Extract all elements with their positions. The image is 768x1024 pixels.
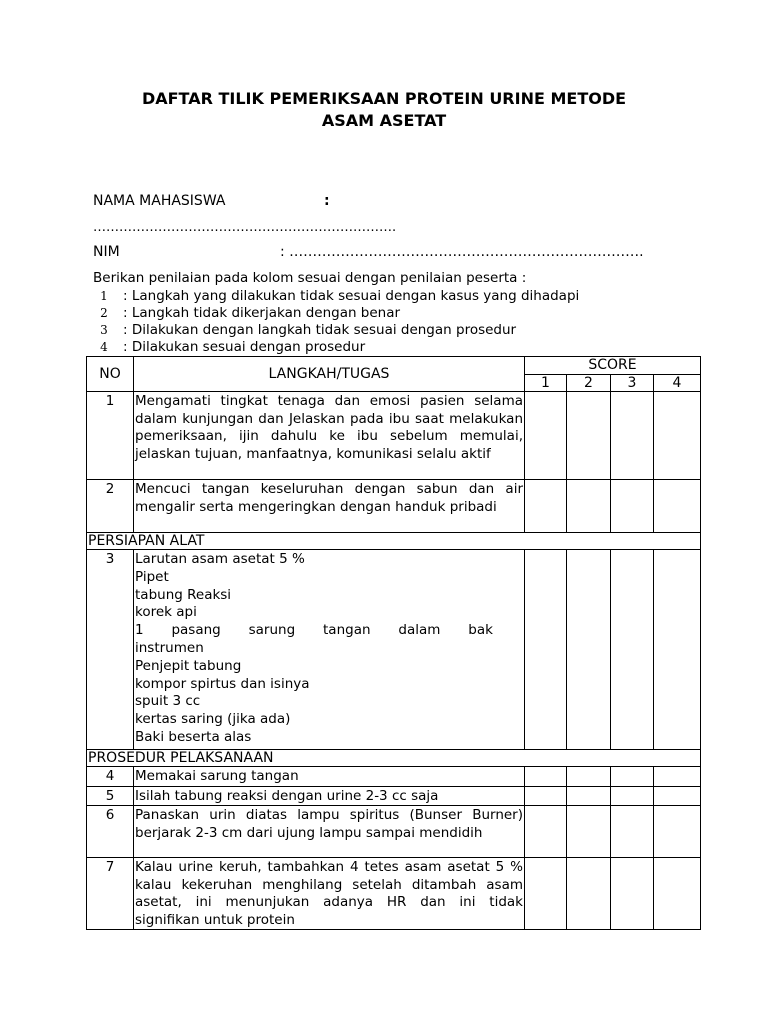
row-task: Memakai sarung tangan (134, 767, 525, 787)
score-cell[interactable] (611, 786, 654, 806)
score-col-2: 2 (567, 375, 611, 392)
gloves-word: pasang (171, 622, 221, 639)
score-col-3: 3 (611, 375, 654, 392)
score-cell[interactable] (611, 806, 654, 858)
checklist-table (86, 356, 701, 930)
title-line-2: ASAM ASETAT (321, 111, 447, 130)
legend-text: : Langkah tidak dikerjakan dengan benar (123, 305, 401, 321)
header-row (87, 357, 701, 375)
score-cell[interactable] (654, 858, 701, 930)
row-task: Panaskan urin diatas lampu spiritus (Bunser Burner) berjarak 2-3 cm dari ujung lampu sampai mendidih (134, 806, 525, 858)
student-name-colon: : (324, 193, 330, 209)
score-cell[interactable] (525, 392, 567, 480)
title-line-1: DAFTAR TILIK PEMERIKSAAN PROTEIN URINE METODE (141, 89, 627, 108)
instructions-intro: Berikan penilaian pada kolom sesuai dengan penilaian peserta : (93, 270, 527, 286)
nim-label: NIM (93, 244, 120, 260)
section-row (87, 750, 701, 767)
header-no: NO (87, 357, 134, 392)
score-cell[interactable] (611, 392, 654, 480)
score-col-4: 4 (654, 375, 701, 392)
table-row (87, 550, 701, 750)
score-cell[interactable] (567, 550, 611, 750)
tool-item: Pipet (135, 568, 169, 585)
score-col-1: 1 (525, 375, 567, 392)
score-cell[interactable] (654, 480, 701, 533)
tool-item-cont: instrumen (135, 639, 204, 656)
table-row (87, 858, 701, 930)
legend-text: : Langkah yang dilakukan tidak sesuai dengan kasus yang dihadapi (123, 288, 580, 304)
tool-item: kompor spirtus dan isinya (135, 675, 310, 692)
student-name-label: NAMA MAHASISWA (93, 193, 226, 209)
score-cell[interactable] (567, 786, 611, 806)
legend-number: 1 (100, 289, 108, 303)
legend-number: 4 (100, 340, 108, 354)
row-number: 5 (87, 786, 134, 806)
legend-number: 2 (100, 306, 108, 320)
table-row (87, 392, 701, 480)
gloves-word: bak (468, 622, 493, 639)
legend-item (93, 305, 400, 322)
score-cell[interactable] (525, 767, 567, 787)
header-step: LANGKAH/TUGAS (134, 357, 525, 392)
score-cell[interactable] (525, 786, 567, 806)
tool-item: Baki beserta alas (135, 728, 252, 745)
table-row (87, 786, 701, 806)
table-row (87, 480, 701, 533)
legend-item (93, 339, 365, 356)
table-row (87, 806, 701, 858)
tool-item: Penjepit tabung (135, 657, 242, 674)
header-score: SCORE (525, 357, 701, 375)
score-cell[interactable] (525, 550, 567, 750)
document-title (60, 88, 708, 132)
score-cell[interactable] (567, 858, 611, 930)
score-cell[interactable] (611, 480, 654, 533)
score-cell[interactable] (567, 392, 611, 480)
tool-item: spuit 3 cc (135, 693, 201, 710)
tool-item: Larutan asam asetat 5 % (135, 551, 305, 567)
row-number: 1 (87, 392, 134, 480)
score-cell[interactable] (525, 858, 567, 930)
row-number: 7 (87, 858, 134, 930)
legend-number: 3 (100, 323, 108, 337)
nim-field: : …………………………………………………………………. (280, 244, 644, 260)
legend-text: : Dilakukan dengan langkah tidak sesuai dengan prosedur (123, 322, 517, 338)
section-title-procedure: PROSEDUR PELAKSANAAN (87, 750, 701, 767)
row-number: 2 (87, 480, 134, 533)
row-task: Mengamati tingkat tenaga dan emosi pasien selama dalam kunjungan dan Jelaskan pada ibu saat melakukan pemeriksaan, ijin dahulu ke ibu sebelum memulai, jelaskan tujuan, manfaatnya, komunikasi selalu aktif (134, 392, 525, 480)
score-cell[interactable] (567, 480, 611, 533)
row-task: Kalau urine keruh, tambahkan 4 tetes asam asetat 5 % kalau kekeruhan menghilang setelah ditambah asam asetat, ini menunjukan adanya HR dan ini tidak signifikan untuk protein (135, 859, 523, 928)
row-task: Mencuci tangan keseluruhan dengan sabun dan air mengalir serta mengeringkan dengan handuk pribadi (134, 480, 525, 533)
tool-item: korek api (135, 604, 197, 621)
gloves-word: dalam (398, 622, 441, 639)
tool-item-gloves (135, 622, 523, 640)
score-cell[interactable] (567, 806, 611, 858)
legend-text: : Dilakukan sesuai dengan prosedur (123, 339, 366, 355)
score-cell[interactable] (654, 392, 701, 480)
row-number: 6 (87, 806, 134, 858)
score-cell[interactable] (611, 858, 654, 930)
gloves-word: sarung (248, 622, 296, 639)
score-cell[interactable] (654, 767, 701, 787)
section-row (87, 533, 701, 550)
tool-item: kertas saring (jika ada) (135, 711, 291, 728)
student-name-field: ……………………………………………………………. (93, 220, 397, 235)
score-cell[interactable] (525, 480, 567, 533)
row-task-tools (134, 550, 525, 750)
score-cell[interactable] (525, 806, 567, 858)
score-cell[interactable] (654, 806, 701, 858)
score-cell[interactable] (654, 550, 701, 750)
legend-item (93, 288, 579, 305)
tool-item: tabung Reaksi (135, 586, 232, 603)
row-task: Isilah tabung reaksi dengan urine 2-3 cc saja (134, 786, 525, 806)
table-row (87, 767, 701, 787)
score-cell[interactable] (567, 767, 611, 787)
score-cell[interactable] (654, 786, 701, 806)
section-title-tools: PERSIAPAN ALAT (87, 533, 701, 550)
legend-item (93, 322, 516, 339)
row-number: 3 (87, 550, 134, 750)
row-number: 4 (87, 767, 134, 787)
gloves-word: tangan (323, 622, 371, 639)
score-cell[interactable] (611, 767, 654, 787)
score-cell[interactable] (611, 550, 654, 750)
gloves-word: 1 (135, 622, 144, 639)
